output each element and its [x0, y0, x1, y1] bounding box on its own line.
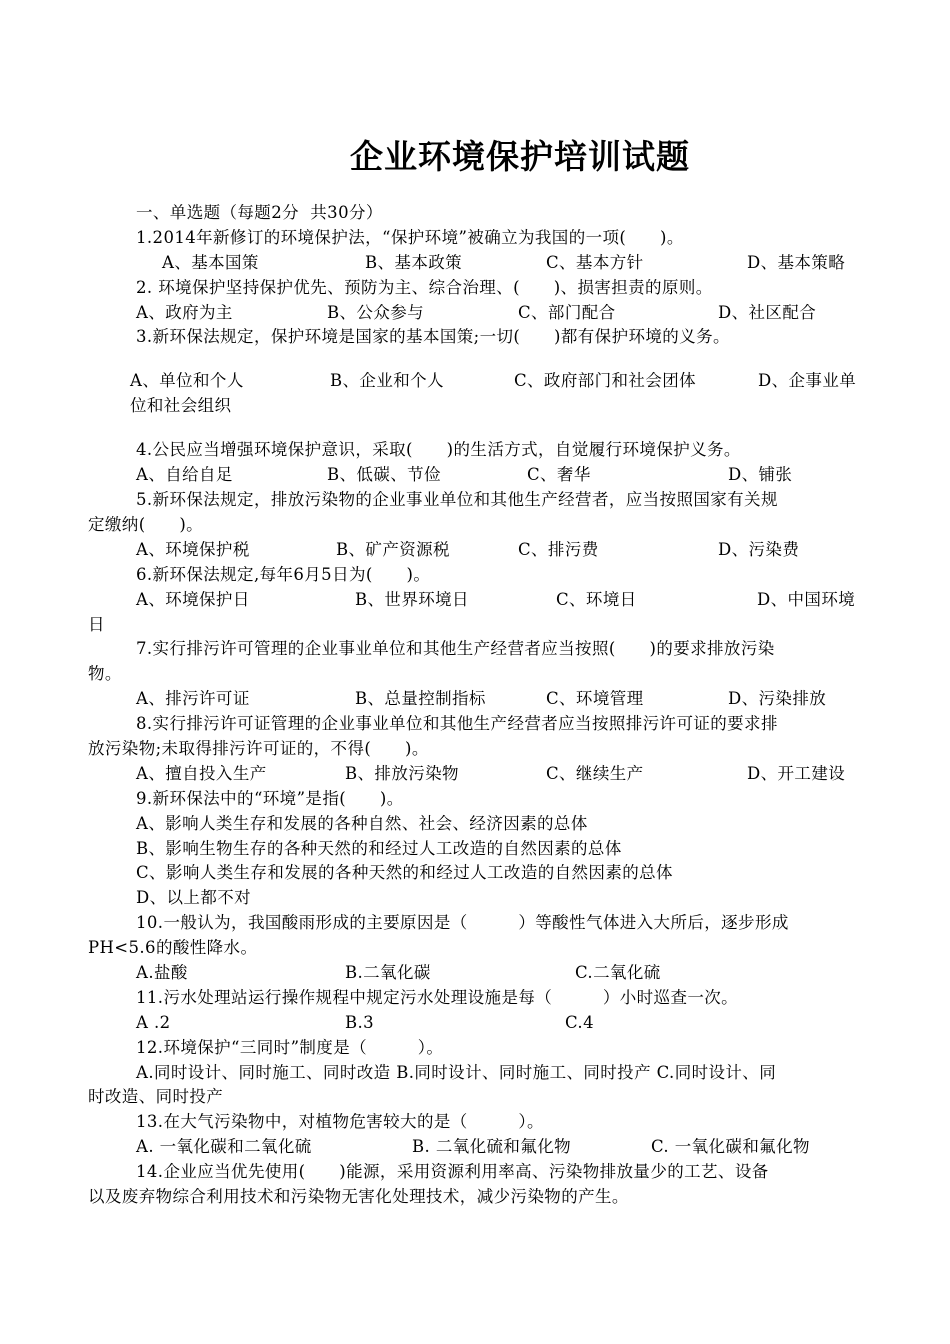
q3-option-d[interactable]: D、企事业单 [758, 371, 857, 390]
q5-option-c[interactable]: C、排污费 [518, 540, 599, 559]
q4-option-d[interactable]: D、铺张 [728, 465, 793, 484]
question-14-stem: 14.企业应当优先使用( )能源，采用资源利用率高、污染物排放量少的工艺、设备 [136, 1162, 769, 1181]
q6-option-a[interactable]: A、环境保护日 [136, 590, 250, 609]
question-7-stem: 7.实行排污许可管理的企业事业单位和其他生产经营者应当按照( )的要求排放污染 [136, 639, 775, 658]
q2-option-a[interactable]: A、政府为主 [136, 303, 233, 322]
q8-option-c[interactable]: C、继续生产 [546, 764, 644, 783]
q10-option-a[interactable]: A.盐酸 [136, 963, 188, 982]
question-2-stem: 2. 环境保护坚持保护优先、预防为主、综合治理、( )、损害担责的原则。 [136, 278, 713, 297]
question-4-stem: 4.公民应当增强环境保护意识，采取( )的生活方式，自觉履行环境保护义务。 [136, 440, 741, 459]
q3-option-d-cont: 位和社会组织 [130, 396, 232, 415]
q6-option-d-cont: 日 [88, 615, 105, 634]
q7-option-c[interactable]: C、环境管理 [546, 689, 644, 708]
question-8-stem: 8.实行排污许可证管理的企业事业单位和其他生产经营者应当按照排污许可证的要求排 [136, 714, 778, 733]
question-11-stem: 11.污水处理站运行操作规程中规定污水处理设施是每（ ）小时巡查一次。 [136, 988, 739, 1007]
section-heading: 一、单选题（每题2分 共30分） [136, 203, 383, 222]
question-10-stem-cont: PH<5.6的酸性降水。 [88, 938, 258, 957]
q13-option-a[interactable]: A. 一氧化碳和二氧化硫 [136, 1137, 312, 1156]
q5-option-a[interactable]: A、环境保护税 [136, 540, 250, 559]
q12-options[interactable]: A.同时设计、同时施工、同时改造 B.同时设计、同时施工、同时投产 C.同时设计、同 [136, 1063, 777, 1082]
question-5-stem: 5.新环保法规定，排放污染物的企业事业单位和其他生产经营者，应当按照国家有关规 [136, 490, 778, 509]
q3-option-b[interactable]: B、企业和个人 [330, 371, 444, 390]
q13-option-c[interactable]: C. 一氧化碳和氟化物 [651, 1137, 810, 1156]
q7-option-d[interactable]: D、污染排放 [728, 689, 827, 708]
q10-option-b[interactable]: B.二氧化碳 [345, 963, 431, 982]
q10-option-c[interactable]: C.二氧化硫 [575, 963, 661, 982]
q1-option-c[interactable]: C、基本方针 [546, 253, 644, 272]
q8-option-d[interactable]: D、开工建设 [747, 764, 846, 783]
question-6-stem: 6.新环保法规定,每年6月5日为( )。 [136, 565, 431, 584]
q2-option-c[interactable]: C、部门配合 [518, 303, 616, 322]
q3-option-a[interactable]: A、单位和个人 [130, 371, 244, 390]
question-5-stem-cont: 定缴纳( )。 [88, 515, 204, 534]
q12-options-cont: 时改造、同时投产 [88, 1087, 224, 1106]
question-13-stem: 13.在大气污染物中，对植物危害较大的是（ ）。 [136, 1112, 544, 1131]
q11-option-a[interactable]: A .2 [136, 1013, 171, 1032]
q4-option-a[interactable]: A、自给自足 [136, 465, 233, 484]
question-9-stem: 9.新环保法中的“环境”是指( )。 [136, 789, 404, 808]
question-1-stem: 1.2014年新修订的环境保护法，“保护环境”被确立为我国的一项( )。 [136, 228, 684, 247]
q9-option-a[interactable]: A、影响人类生存和发展的各种自然、社会、经济因素的总体 [136, 814, 588, 833]
q9-option-c[interactable]: C、影响人类生存和发展的各种天然的和经过人工改造的自然因素的总体 [136, 863, 673, 882]
q6-option-c[interactable]: C、环境日 [556, 590, 637, 609]
q2-option-d[interactable]: D、社区配合 [718, 303, 817, 322]
question-7-stem-cont: 物。 [88, 664, 122, 683]
q4-option-c[interactable]: C、奢华 [527, 465, 591, 484]
q1-option-a[interactable]: A、基本国策 [162, 253, 259, 272]
question-14-stem-cont: 以及废弃物综合利用技术和污染物无害化处理技术，减少污染物的产生。 [88, 1187, 629, 1206]
q11-option-b[interactable]: B.3 [345, 1013, 375, 1032]
q8-option-b[interactable]: B、排放污染物 [345, 764, 459, 783]
question-10-stem: 10.一般认为，我国酸雨形成的主要原因是（ ）等酸性气体进入大所后，逐步形成 [136, 913, 789, 932]
q7-option-b[interactable]: B、总量控制指标 [355, 689, 486, 708]
q4-option-b[interactable]: B、低碳、节俭 [327, 465, 441, 484]
q2-option-b[interactable]: B、公众参与 [327, 303, 425, 322]
q9-option-b[interactable]: B、影响生物生存的各种天然的和经过人工改造的自然因素的总体 [136, 839, 622, 858]
q1-option-d[interactable]: D、基本策略 [747, 253, 846, 272]
question-12-stem: 12.环境保护“三同时”制度是（ ）。 [136, 1038, 444, 1057]
question-3-stem: 3.新环保法规定，保护环境是国家的基本国策;一切( )都有保护环境的义务。 [136, 327, 730, 346]
question-8-stem-cont: 放污染物;未取得排污许可证的，不得( )。 [88, 739, 429, 758]
q8-option-a[interactable]: A、擅自投入生产 [136, 764, 267, 783]
q3-option-c[interactable]: C、政府部门和社会团体 [514, 371, 697, 390]
q11-option-c[interactable]: C.4 [565, 1013, 594, 1032]
q5-option-b[interactable]: B、矿产资源税 [336, 540, 450, 559]
q7-option-a[interactable]: A、排污许可证 [136, 689, 250, 708]
q6-option-b[interactable]: B、世界环境日 [355, 590, 469, 609]
q6-option-d[interactable]: D、中国环境 [757, 590, 856, 609]
page-title: 企业环境保护培训试题 [350, 137, 690, 176]
q9-option-d[interactable]: D、以上都不对 [136, 888, 252, 907]
q1-option-b[interactable]: B、基本政策 [365, 253, 463, 272]
q5-option-d[interactable]: D、污染费 [718, 540, 800, 559]
q13-option-b[interactable]: B. 二氧化硫和氟化物 [412, 1137, 572, 1156]
